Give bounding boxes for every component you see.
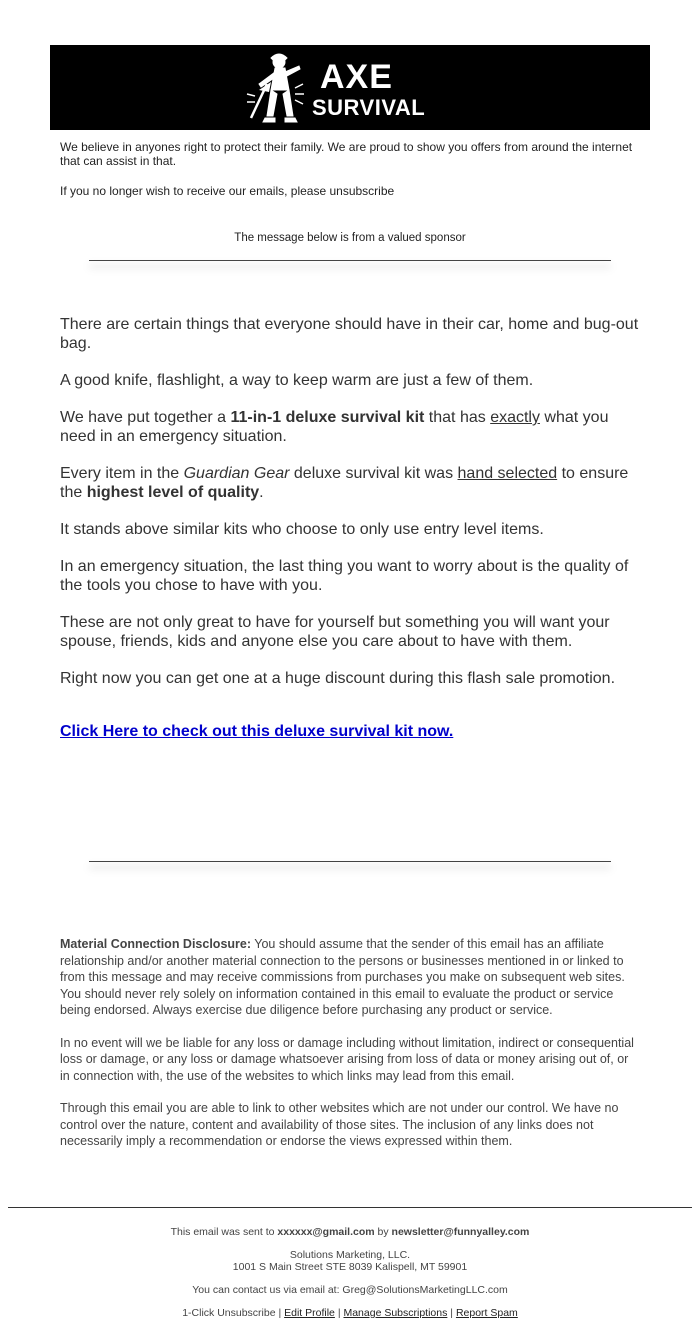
separator: | [275,1307,285,1319]
disclosure-paragraph [60,936,640,1019]
cta-link[interactable]: Click Here to check out this deluxe survival kit now. [60,723,454,740]
body-paragraph: In an emergency situation, the last thing you want to worry about is the quality of the tools you chose to have with you. [60,558,629,594]
edit-profile-link[interactable]: Edit Profile [284,1307,335,1319]
message-body [50,261,650,741]
disclosure-section [50,862,650,1150]
underlined-text: hand selected [457,465,558,482]
company-block [0,1249,700,1273]
logo-word-axe: AXE [320,58,393,96]
sent-to-line [0,1226,700,1238]
unsubscribe-link[interactable]: unsubscribe [329,184,395,198]
text-span: what you need in an emergency situation. [60,409,609,445]
disclosure-text: You should assume that the sender of this email has an affiliate relationship and/or another material connection to the persons or businesses mentioned in or linked to from this message and may receive commissions from purchases you make on subsequent web sites. You should never rely solely on information contained in this email to evaluate the product or service being endorsed. Always exercise due diligence before purchasing any product or service. [60,937,625,1017]
manage-subscriptions-link[interactable]: Manage Subscriptions [343,1307,448,1319]
contact-line: You can contact us via email at: Greg@SolutionsMarketingLLC.com [192,1284,508,1296]
body-paragraph: It stands above similar kits who choose to only use entry level items. [60,521,544,538]
liability-paragraph: In no event will we be liable for any loss or damage including without limitation, indirect or consequential loss or damage, or any loss or damage whatsoever arising from loss of data or money arising out of, or in connection with, the use of the websites to which links may lead from this email. [60,1035,634,1083]
logo-word-survival: SURVIVAL [312,95,426,120]
body-paragraph: These are not only great to have for yourself but something you will want your spouse, friends, kids and anyone else you care about to have with them. [60,614,610,650]
recipient-email: xxxxxx@gmail.com [277,1226,375,1238]
text-span: . [259,484,264,501]
bold-text: highest level of quality [86,484,260,501]
text-span: We have put together a [60,409,231,426]
sponsor-note: The message below is from a valued sponsor [234,232,466,244]
separator: | [447,1307,456,1319]
report-spam-link[interactable]: Report Spam [455,1307,518,1319]
intro-section [50,130,650,198]
one-click-unsubscribe-link[interactable]: 1-Click Unsubscribe [182,1307,276,1319]
bold-text: 11-in-1 deluxe survival kit [230,409,425,426]
body-paragraph: A good knife, flashlight, a way to keep warm are just a few of them. [60,372,534,389]
disclosure-title: Material Connection Disclosure: [60,937,252,951]
text-span: by [374,1226,392,1238]
company-address: 1001 S Main Street STE 8039 Kalispell, MT 59901 [232,1261,468,1273]
footer-rule [8,1207,692,1208]
unsubscribe-line [60,184,640,198]
body-paragraph: There are certain things that everyone should have in their car, home and bug-out bag. [60,316,639,352]
text-span: Every item in the [60,465,184,482]
company-name: Solutions Marketing, LLC. [289,1249,411,1261]
footer [0,1226,700,1330]
email-container [50,45,650,1166]
body-paragraph [60,464,640,502]
body-paragraph [60,408,640,446]
sender-email: newsletter@funnyalley.com [391,1226,530,1238]
axe-survival-logo[interactable] [245,48,455,128]
footer-links [0,1307,700,1319]
text-span: that has [424,409,491,426]
text-span: deluxe survival kit was [289,465,458,482]
miner-with-axe-icon [245,48,305,128]
text-span: This email was sent to [170,1226,278,1238]
text-span: to ensure the [60,465,629,501]
italic-text: Guardian Gear [183,465,290,482]
body-paragraph: Right now you can get one at a huge discount during this flash sale promotion. [60,670,616,687]
header-banner [50,45,650,130]
links-paragraph: Through this email you are able to link to other websites which are not under our control. We have no control over the nature, content and availability of those sites. The inclusion of any links does not necessarily imply a recommendation or endorse the views expressed within them. [60,1101,619,1148]
separator: | [334,1307,344,1319]
unsubscribe-prefix: If you no longer wish to receive our emails, please [60,184,327,198]
intro-text: We believe in anyones right to protect their family. We are proud to show you offers from around the internet that can assist in that. [60,140,633,168]
underlined-text: exactly [490,409,540,426]
